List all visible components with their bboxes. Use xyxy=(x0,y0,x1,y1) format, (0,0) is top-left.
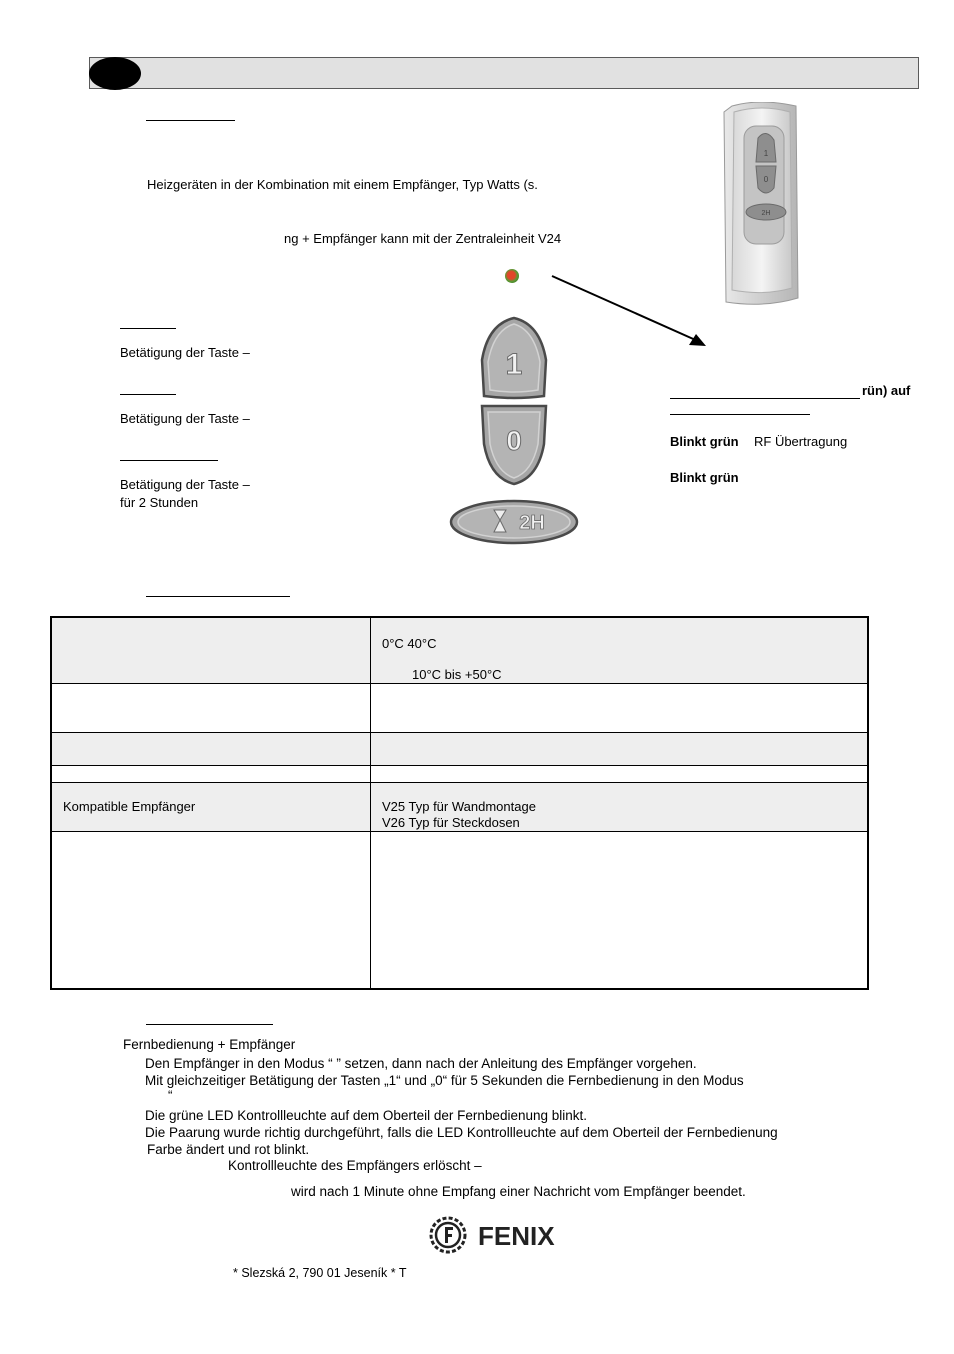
button-timer-heading-underline xyxy=(120,460,218,461)
spec-heading-underline xyxy=(146,596,290,597)
key-0-button-image xyxy=(478,402,550,486)
remote-control-image xyxy=(718,102,802,308)
pairing-heading-underline xyxy=(146,1024,273,1025)
key-1-label: 1 xyxy=(505,348,523,381)
led-state-2-label: Blinkt grün xyxy=(670,470,739,485)
button-timer-subtext: für 2 Stunden xyxy=(120,495,199,510)
button-timer-text: Betätigung der Taste – xyxy=(120,477,250,492)
button-off-text: Betätigung der Taste – xyxy=(120,411,250,426)
svg-text:1: 1 xyxy=(763,149,769,158)
led-state-1-label: Blinkt grün xyxy=(670,434,739,449)
key-2h-label: 2H xyxy=(519,512,545,534)
led-info-underline-1 xyxy=(670,398,860,399)
key-1-button-image xyxy=(478,316,550,400)
pairing-step-2-cont: “ xyxy=(168,1088,173,1103)
section-heading-underline xyxy=(146,120,235,121)
led-info-heading-tail: rün) auf xyxy=(862,383,911,398)
footer-address: * Slezská 2, 790 01 Jeseník * T xyxy=(233,1266,407,1280)
button-off-heading-underline xyxy=(120,394,176,395)
spec-table xyxy=(50,616,869,990)
pairing-step-2: Mit gleichzeitiger Betätigung der Tasten „1“ und „0“ für 5 Sekunden die Fernbedienung in den Modus xyxy=(145,1073,744,1088)
receiver-v26: V26 Typ für Steckdosen xyxy=(382,815,520,830)
led-info-underline-2 xyxy=(670,414,810,415)
fenix-logo-icon xyxy=(431,1218,465,1252)
temp-range-value: 0°C 40°C xyxy=(382,636,437,651)
pairing-step-4-cont: Farbe ändert und rot blinkt. xyxy=(147,1142,310,1157)
button-on-heading-underline xyxy=(120,328,176,329)
key-0-label: 0 xyxy=(506,425,522,456)
ambient-range-value: 10°C bis +50°C xyxy=(412,667,502,682)
pairing-step-5: Kontrollleuchte des Empfängers erlöscht – xyxy=(228,1158,482,1173)
pairing-step-1: Den Empfänger in den Modus “ ” setzen, dann nach der Anleitung des Empfänger vorgehen. xyxy=(145,1056,697,1071)
key-2h-button-image xyxy=(448,498,580,546)
table-row xyxy=(52,832,867,988)
language-badge xyxy=(89,57,141,90)
table-row xyxy=(52,783,867,832)
led-state-1-text: RF Übertragung xyxy=(754,434,848,449)
pairing-step-3: Die grüne LED Kontrollleuchte auf dem Oberteil der Fernbedienung blinkt. xyxy=(145,1108,588,1123)
table-row xyxy=(52,733,867,766)
intro-line-1: Heizgeräten in der Kombination mit einem Empfänger, Typ Watts (s. xyxy=(147,177,538,192)
pairing-timeout-note: wird nach 1 Minute ohne Empfang einer Nachricht vom Empfänger beendet. xyxy=(291,1184,746,1199)
fenix-logo xyxy=(428,1214,568,1256)
led-indicator-icon xyxy=(505,269,519,283)
svg-text:2H: 2H xyxy=(761,210,771,217)
section-header-bar xyxy=(89,57,919,89)
intro-line-2: ng + Empfänger kann mit der Zentraleinheit V24 xyxy=(284,231,562,246)
button-on-text: Betätigung der Taste – xyxy=(120,345,250,360)
pairing-heading: Fernbedienung + Empfänger xyxy=(123,1037,296,1052)
receiver-v25: V25 Typ für Wandmontage xyxy=(382,799,536,814)
table-row xyxy=(52,618,867,684)
table-row xyxy=(52,684,867,733)
table-row xyxy=(52,766,867,783)
arrow-pointer-icon xyxy=(548,272,713,352)
pairing-step-4: Die Paarung wurde richtig durchgeführt, falls die LED Kontrollleuchte auf dem Oberteil der Fernbedienung xyxy=(145,1125,778,1140)
compatible-receivers-label: Kompatible Empfänger xyxy=(63,799,196,814)
svg-text:0: 0 xyxy=(763,175,769,184)
fenix-logo-text: FENIX xyxy=(478,1221,555,1251)
